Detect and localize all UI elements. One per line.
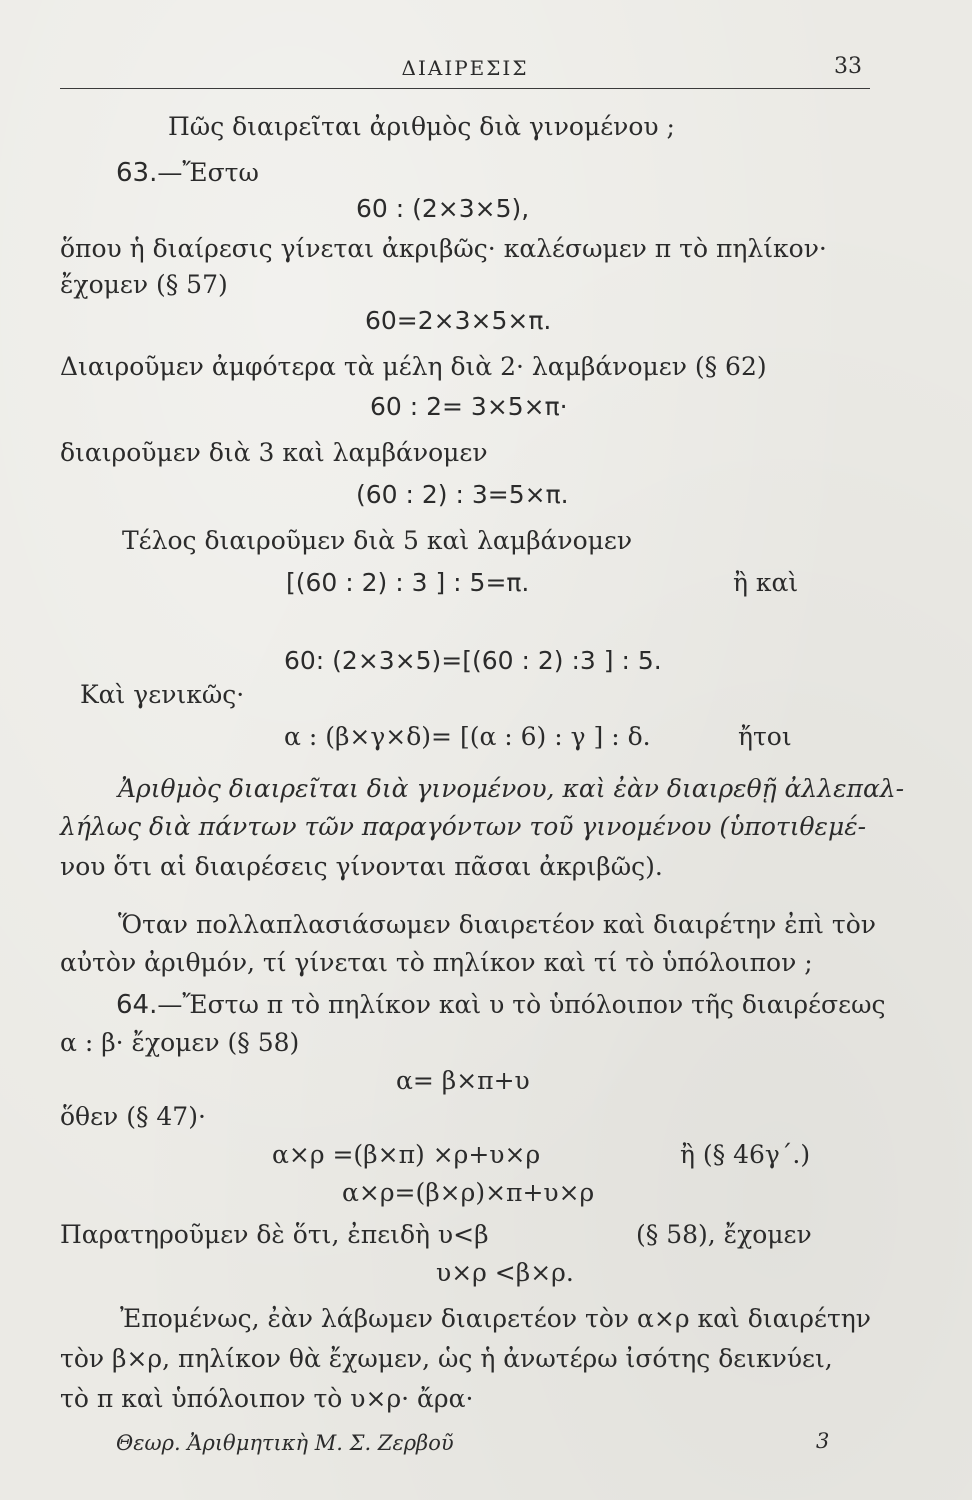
equation-6: 60: (2×3×5)=[(60 : 2) :3 ] : 5. xyxy=(284,646,662,675)
section-64-heading xyxy=(116,990,885,1020)
equation-3: 60 : 2= 3×5×π· xyxy=(370,392,568,421)
text-line: τὸν β×ρ, πηλίκον θὰ ἔχωμεν, ὡς ἡ ἀνωτέρω ἰσότης δεικνύει, xyxy=(60,1344,833,1373)
section-63-heading xyxy=(116,158,259,188)
text-line: α : β· ἔχομεν (§ 58) xyxy=(60,1028,300,1057)
equation-1: 60 : (2×3×5), xyxy=(356,194,530,223)
equation-4: (60 : 2) : 3=5×π. xyxy=(356,480,569,509)
text-line: τὸ π καὶ ὑπόλοιπον τὸ υ×ρ· ἄρα· xyxy=(60,1384,474,1413)
section-number: 64. xyxy=(116,990,158,1020)
text-line: Καὶ γενικῶς· xyxy=(80,680,245,709)
text-line: ἤτοι xyxy=(738,722,792,751)
text-line: Διαιροῦμεν ἀμφότερα τὰ μέλη διὰ 2· λαμβάνομεν (§ 62) xyxy=(60,352,767,381)
equation-9: α×ρ =(β×π) ×ρ+υ×ρ xyxy=(272,1140,541,1169)
text-line: διαιροῦμεν διὰ 3 καὶ λαμβάνομεν xyxy=(60,438,488,467)
question-line-2a: Ὅταν πολλαπλασιάσωμεν διαιρετέον καὶ διαιρέτην ἐπὶ τὸν xyxy=(118,910,876,939)
text-line: (§ 58), ἔχομεν xyxy=(636,1220,812,1249)
text-line: ἔχομεν (§ 57) xyxy=(60,270,228,299)
text-line: Ἐπομένως, ἐὰν λάβωμεν διαιρετέον τὸν α×ρ καὶ διαιρέτην xyxy=(120,1304,871,1333)
text-line: ἢ καὶ xyxy=(733,568,799,597)
equation-2: 60=2×3×5×π. xyxy=(365,306,552,335)
text-line: ὅθεν (§ 47)· xyxy=(60,1102,206,1131)
equation-8: α= β×π+υ xyxy=(396,1066,530,1095)
running-title: ΔΙΑΙΡΕΣΙΣ xyxy=(401,56,529,80)
section-text: —Ἔστω xyxy=(157,158,259,187)
rule-line-1: Ἀριθμὸς διαιρεῖται διὰ γινομένου, καὶ ἐὰν διαιρεθῇ ἀλλεπαλ- xyxy=(118,774,905,803)
question-line-2b: αὐτὸν ἀριθμόν, τί γίνεται τὸ πηλίκον καὶ τί τὸ ὑπόλοιπον ; xyxy=(60,948,813,977)
footer-author: Θεωρ. Ἀριθμητικὴ Μ. Σ. Ζερβοῦ xyxy=(116,1431,454,1455)
text-line: ἢ (§ 46γ΄.) xyxy=(680,1140,811,1169)
text-line: ὅπου ἡ διαίρεσις γίνεται ἀκριβῶς· καλέσωμεν π τὸ πηλίκον· xyxy=(60,234,827,263)
section-text: —Ἔστω π τὸ πηλίκον καὶ υ τὸ ὑπόλοιπον τῆς διαιρέσεως xyxy=(157,990,886,1019)
rule-line-2: λήλως διὰ πάντων τῶν παραγόντων τοῦ γινομένου (ὑποτιθεμέ- xyxy=(60,812,867,841)
text-line: Παρατηροῦμεν δὲ ὅτι, ἐπειδὴ υ<β xyxy=(60,1220,489,1249)
running-header xyxy=(60,54,870,89)
equation-7: α : (β×γ×δ)= [(α : 6) : γ ] : δ. xyxy=(284,722,651,751)
section-number: 63. xyxy=(116,158,158,188)
page-number: 33 xyxy=(834,54,862,79)
equation-10: α×ρ=(β×ρ)×π+υ×ρ xyxy=(342,1178,595,1207)
footer-signature: 3 xyxy=(816,1429,830,1453)
equation-5: [(60 : 2) : 3 ] : 5=π. xyxy=(286,568,530,597)
rule-line-3: νου ὅτι αἱ διαιρέσεις γίνονται πᾶσαι ἀκριβῶς). xyxy=(60,852,663,881)
equation-11: υ×ρ <β×ρ. xyxy=(436,1258,574,1287)
question-line-1: Πῶς διαιρεῖται ἀριθμὸς διὰ γινομένου ; xyxy=(168,112,675,141)
text-line: Τέλος διαιροῦμεν διὰ 5 καὶ λαμβάνομεν xyxy=(122,526,633,555)
